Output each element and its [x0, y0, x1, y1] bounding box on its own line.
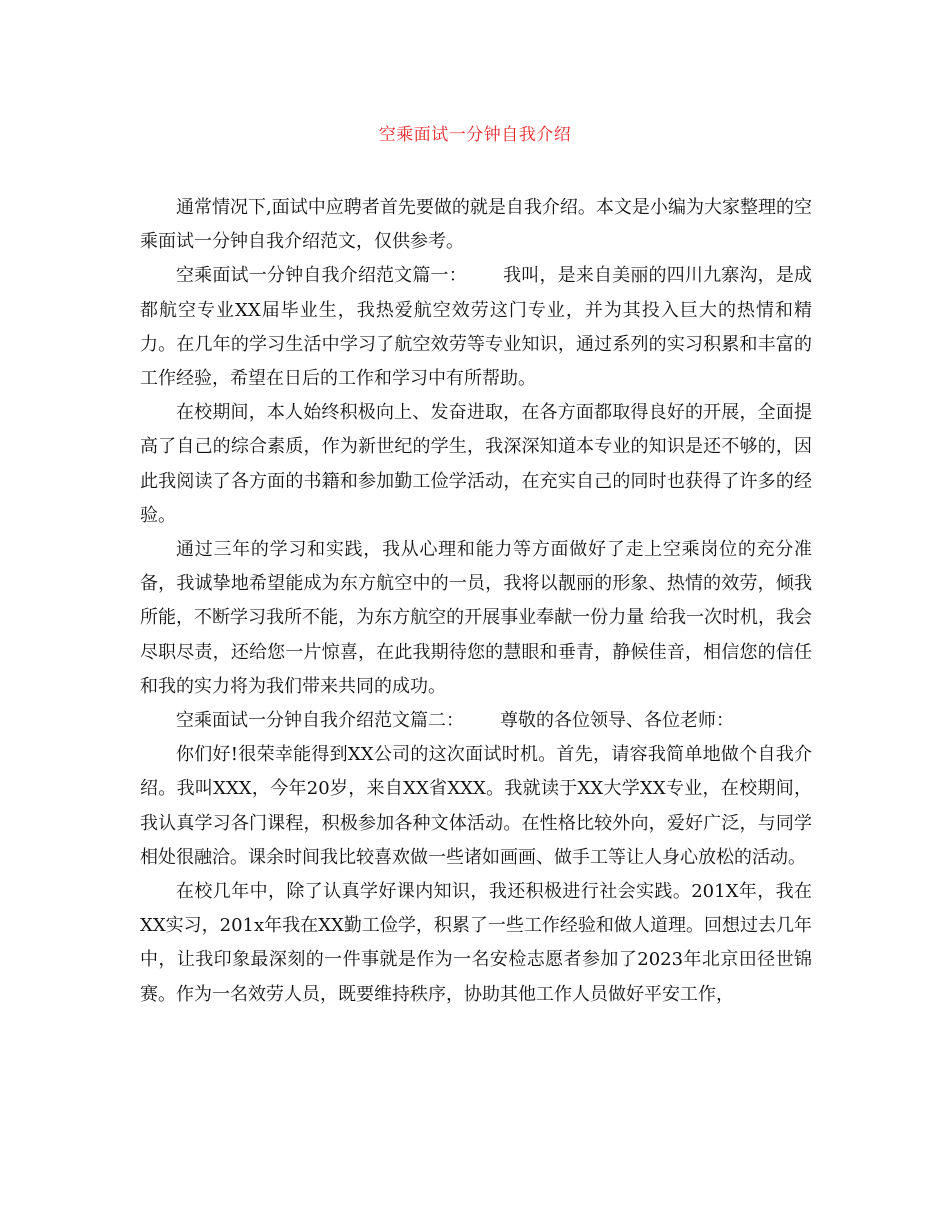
paragraph-practice [140, 533, 812, 704]
document-body [140, 191, 812, 1012]
paragraph-text: 尊敬的各位领导、各位老师： [500, 710, 734, 732]
paragraph-text: 你们好!很荣幸能得到XX公司的这次面试时机。首先，请容我简单地做个自我介绍。我叫XXX，今年20岁，来自XX省XXX。我就读于XX大学XX专业，在校期间，我认真学习各门课程，积极参加各种文体活动。在性格比较外向，爱好广泛，与同学相处很融洽。课余时间我比较喜欢做一些诸如画画、做手工等让人身心放松的活动。 [140, 744, 812, 868]
paragraph-school [140, 396, 812, 533]
section-heading-two: 空乘面试一分钟自我介绍范文篇二： [176, 710, 464, 732]
paragraph-sample-one [140, 259, 812, 396]
paragraph-greeting [140, 738, 812, 875]
paragraph-text: 在校期间，本人始终积极向上、发奋进取，在各方面都取得良好的开展，全面提高了自己的综合素质，作为新世纪的学生，我深深知道本专业的知识是还不够的，因此我阅读了各方面的书籍和参加勤工俭学活动，在充实自己的同时也获得了许多的经验。 [140, 402, 812, 526]
document-title: 空乘面试一分钟自我介绍 [378, 125, 572, 145]
paragraph-text: 在校几年中，除了认真学好课内知识，我还积极进行社会实践。201X年，我在XX实习，201x年我在XX勤工俭学，积累了一些工作经验和做人道理。回想过去几年中，让我印象最深刻的一件事就是作为一名安检志愿者参加了2023年北京田径世锦赛。作为一名效劳人员，既要维持秩序，协助其他工作人员做好平安工作， [140, 881, 812, 1005]
paragraph-text: 通常情况下,面试中应聘者首先要做的就是自我介绍。本文是小编为大家整理的空乘面试一分钟自我介绍范文，仅供参考。 [140, 197, 812, 253]
paragraph-social-practice [140, 875, 812, 1012]
paragraph-text: 通过三年的学习和实践，我从心理和能力等方面做好了走上空乘岗位的充分准备，我诚挚地希望能成为东方航空中的一员，我将以靓丽的形象、热情的效劳，倾我所能，不断学习我所不能，为东方航空的开展事业奉献一份力量 给我一次时机，我会尽职尽责，还给您一片惊喜，在此我期待您的慧眼和垂青，静候佳音，相信您的信任和我的实力将为我们带来共同的成功。 [140, 539, 812, 697]
section-heading-one: 空乘面试一分钟自我介绍范文篇一： [176, 265, 467, 287]
paragraph-sample-two [140, 704, 812, 738]
paragraph-intro [140, 191, 812, 259]
paragraph-text: 我叫，是来自美丽的四川九寨沟，是成都航空专业XX届毕业生，我热爱航空效劳这门专业，并为其投入巨大的热情和精力。在几年的学习生活中学习了航空效劳等专业知识，通过系列的实习积累和丰富的工作经验，希望在日后的工作和学习中有所帮助。 [140, 265, 813, 390]
